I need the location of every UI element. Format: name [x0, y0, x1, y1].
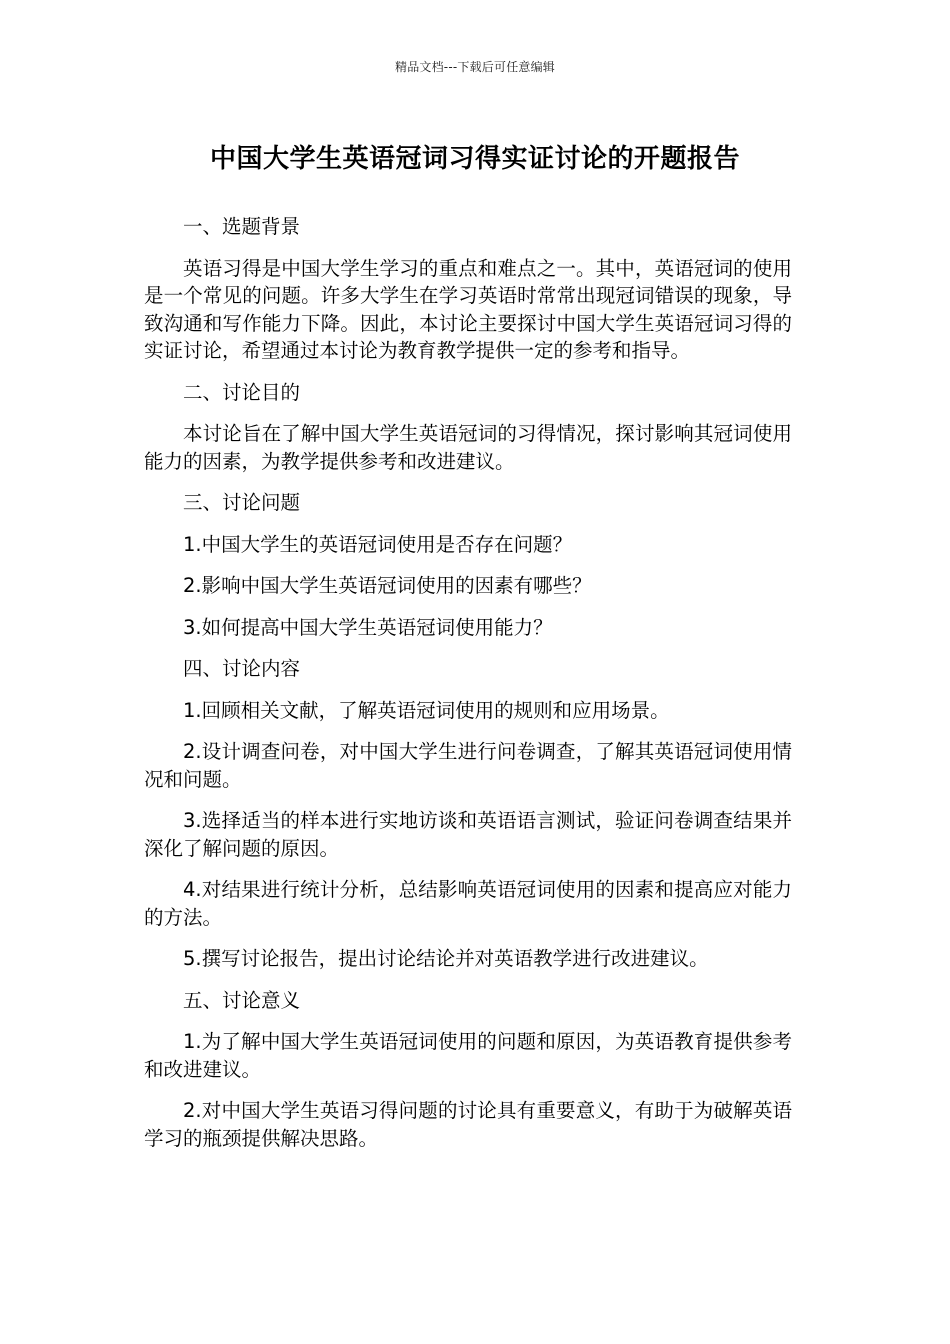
content-item-1: 1.回顾相关文献，了解英语冠词使用的规则和应用场景。 — [183, 698, 670, 722]
content-item-5: 5.撰写讨论报告，提出讨论结论并对英语教学进行改进建议。 — [183, 947, 709, 970]
question-item-1: 1.中国大学生的英语冠词使用是否存在问题？ — [183, 532, 573, 556]
page-header-note: 精品文档---下载后可任意编辑 — [395, 60, 555, 74]
content-item-2: 2.设计调查问卷，对中国大学生进行问卷调查，了解其英语冠词使用情况和问题。 — [144, 740, 792, 791]
section-heading-questions: 三、讨论问题 — [183, 491, 301, 514]
significance-item-2: 2.对中国大学生英语习得问题的讨论具有重要意义，有助于为破解英语学习的瓶颈提供解决思路。 — [144, 1099, 792, 1150]
content-item-4: 4.对结果进行统计分析，总结影响英语冠词使用的因素和提高应对能力的方法。 — [144, 878, 792, 929]
section-heading-significance: 五、讨论意义 — [183, 988, 301, 1012]
section-heading-purpose: 二、讨论目的 — [183, 380, 301, 404]
content-item-3: 3.选择适当的样本进行实地访谈和英语语言测试，验证问卷调查结果并深化了解问题的原因。 — [144, 809, 792, 860]
significance-item-1: 1.为了解中国大学生英语冠词使用的问题和原因，为英语教育提供参考和改进建议。 — [144, 1030, 792, 1081]
section-heading-content: 四、讨论内容 — [183, 657, 301, 680]
question-item-3: 3.如何提高中国大学生英语冠词使用能力？ — [183, 615, 553, 639]
document-title: 中国大学生英语冠词习得实证讨论的开题报告 — [209, 144, 740, 174]
paragraph-background: 英语习得是中国大学生学习的重点和难点之一。其中，英语冠词的使用是一个常见的问题。许多大学生在学习英语时常常出现冠词错误的现象，导致沟通和写作能力下降。因此，本讨论主要探讨中国大学生英语冠词习得的实证讨论，希望通过本讨论为教育教学提供一定的参考和指导。 — [144, 256, 792, 362]
section-heading-background: 一、选题背景 — [183, 215, 301, 238]
question-item-2: 2.影响中国大学生英语冠词使用的因素有哪些？ — [183, 574, 592, 597]
paragraph-purpose: 本讨论旨在了解中国大学生英语冠词的习得情况，探讨影响其冠词使用能力的因素，为教学提供参考和改进建议。 — [144, 422, 792, 473]
document-body — [144, 213, 792, 1166]
